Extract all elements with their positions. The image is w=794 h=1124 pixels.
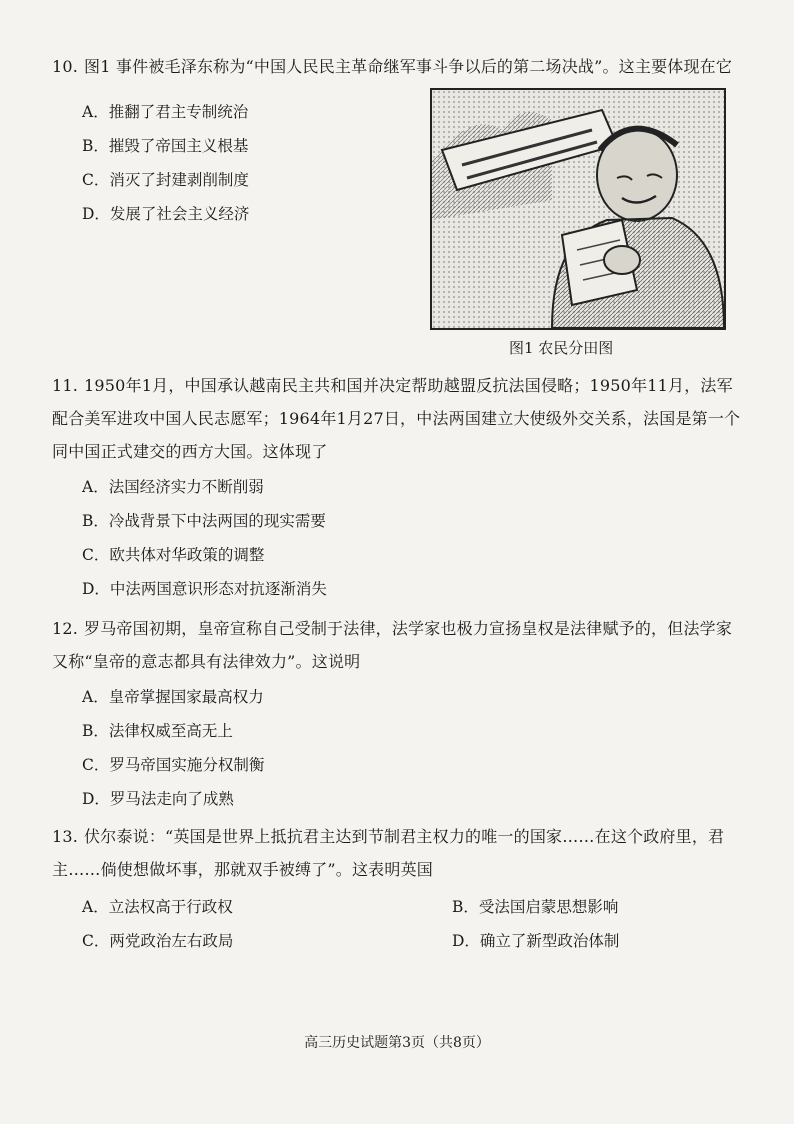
question-number: 11. (52, 376, 79, 395)
question-text: 1950年1月，中国承认越南民主共和国并决定帮助越盟反抗法国侵略；1950年11月，法军配合美军进攻中国人民志愿军；1964年1月27日，中法两国建立大使级外交关系，法国是第一个同中国正式建交的西方大国。这体现了 (52, 376, 741, 461)
option-b: B．摧毁了帝国主义根基 (82, 137, 249, 155)
question-text: 伏尔泰说：“英国是世界上抵抗君主达到节制君主权力的唯一的国家……在这个政府里，君主……倘使想做坏事，那就双手被缚了”。这表明英国 (52, 827, 725, 879)
question-number: 12. (52, 619, 79, 638)
option-c: C．两党政治左右政局 (82, 932, 234, 950)
land-distribution-illustration (430, 88, 726, 330)
option-c: C．欧共体对华政策的调整 (82, 546, 265, 564)
option-c: C．消灭了封建剥削制度 (82, 171, 249, 189)
option-d: D．确立了新型政治体制 (452, 932, 620, 950)
question-12 (52, 612, 742, 816)
question-13 (52, 820, 742, 958)
question-text: 罗马帝国初期，皇帝宣称自己受制于法律，法学家也极力宣扬皇权是法律赋予的，但法学家又称“皇帝的意志都具有法律效力”。这说明 (52, 619, 733, 671)
question-number: 10. (52, 57, 79, 76)
question-stem (52, 820, 742, 886)
question-number: 13. (52, 827, 79, 846)
question-stem (52, 369, 742, 468)
option-d: D．中法两国意识形态对抗逐渐消失 (82, 580, 327, 598)
option-c: C．罗马帝国实施分权制衡 (82, 756, 265, 774)
question-stem (52, 612, 742, 678)
question-stem (52, 50, 742, 83)
options-grid (82, 890, 742, 958)
option-a: A．皇帝掌握国家最高权力 (82, 688, 264, 706)
question-11 (52, 369, 742, 606)
woodcut-image (432, 90, 724, 328)
option-b: B．法律权威至高无上 (82, 722, 233, 740)
option-b: B．冷战背景下中法两国的现实需要 (82, 512, 326, 530)
option-a: A．推翻了君主专制统治 (82, 103, 249, 121)
question-text: 图1 事件被毛泽东称为“中国人民民主革命继军事斗争以后的第二场决战”。这主要体现在它 (84, 57, 733, 76)
option-a: A．立法权高于行政权 (82, 898, 233, 916)
option-b: B．受法国启蒙思想影响 (452, 898, 619, 916)
figure-caption: 图1 农民分田图 (509, 339, 614, 357)
page-footer: 高三历史试题第3页（共8页） (304, 1035, 490, 1051)
option-a: A．法国经济实力不断削弱 (82, 478, 264, 496)
option-d: D．罗马法走向了成熟 (82, 790, 234, 808)
option-d: D．发展了社会主义经济 (82, 205, 250, 223)
